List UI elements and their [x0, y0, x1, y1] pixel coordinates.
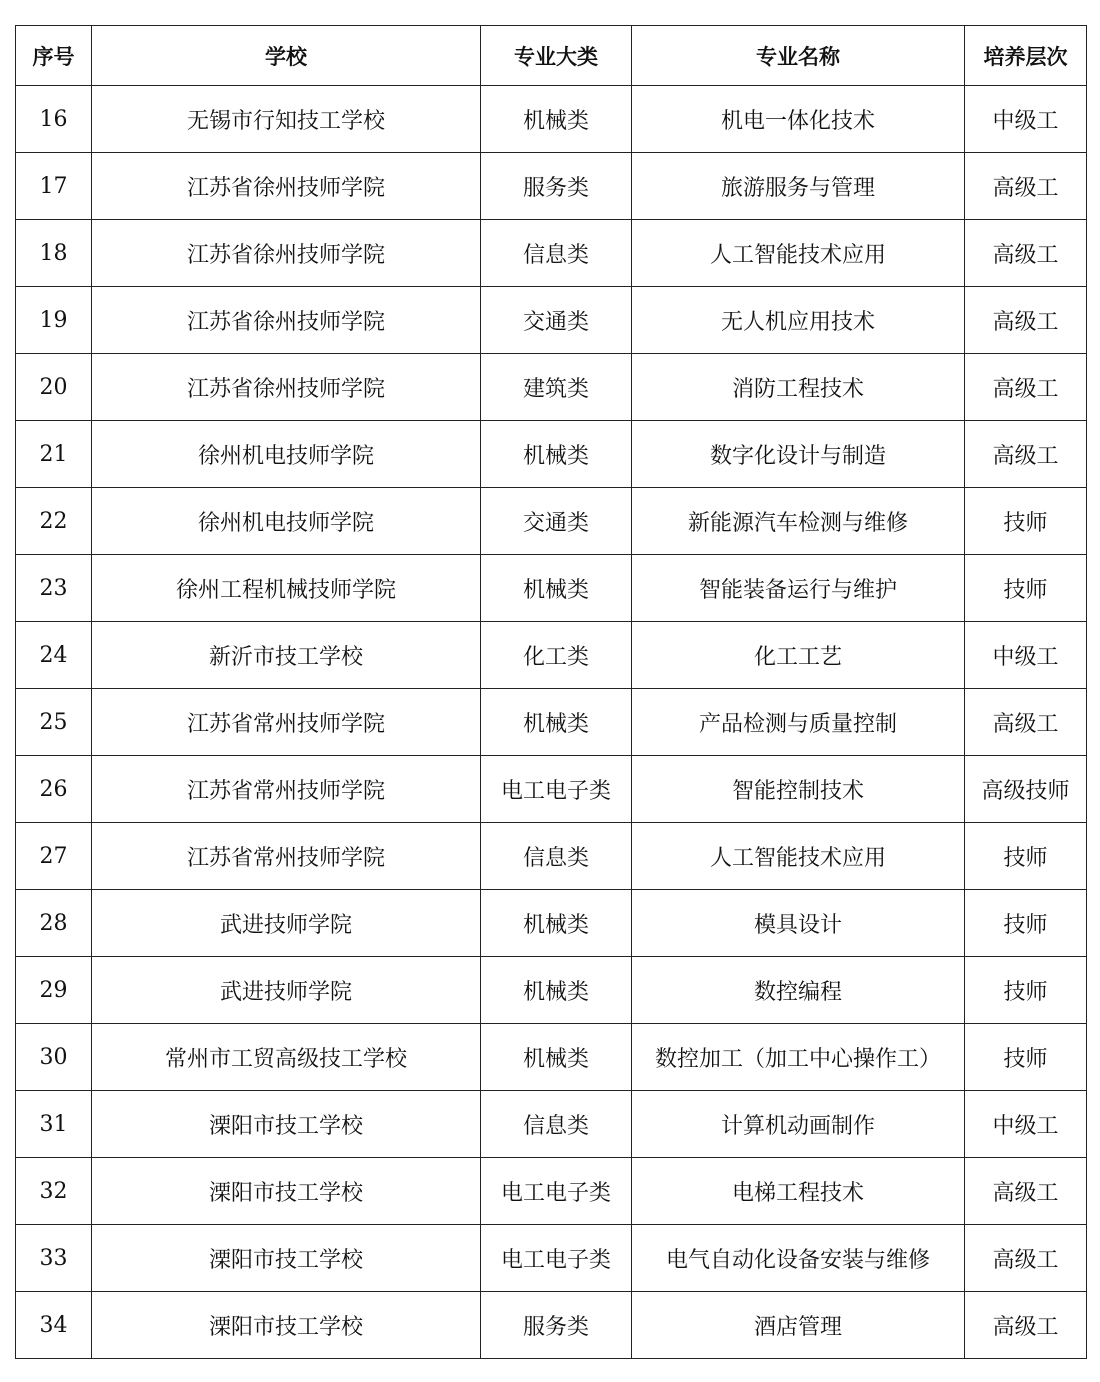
cell-major: 消防工程技术	[632, 354, 965, 421]
cell-school: 江苏省常州技师学院	[92, 823, 481, 890]
cell-category: 交通类	[481, 488, 632, 555]
table-row	[16, 1225, 1087, 1292]
header-index: 序号	[16, 26, 92, 86]
table-row	[16, 421, 1087, 488]
majors-table	[15, 25, 1087, 1359]
cell-level: 高级工	[965, 689, 1087, 756]
cell-school: 江苏省徐州技师学院	[92, 153, 481, 220]
cell-level: 技师	[965, 488, 1087, 555]
cell-index: 25	[16, 689, 92, 756]
cell-school: 江苏省常州技师学院	[92, 756, 481, 823]
cell-level: 高级工	[965, 287, 1087, 354]
table-row	[16, 287, 1087, 354]
cell-major: 计算机动画制作	[632, 1091, 965, 1158]
cell-index: 18	[16, 220, 92, 287]
cell-major: 数控编程	[632, 957, 965, 1024]
cell-category: 机械类	[481, 421, 632, 488]
cell-category: 机械类	[481, 555, 632, 622]
table-body	[16, 86, 1087, 1359]
cell-index: 32	[16, 1158, 92, 1225]
cell-major: 旅游服务与管理	[632, 153, 965, 220]
cell-major: 化工工艺	[632, 622, 965, 689]
cell-category: 信息类	[481, 823, 632, 890]
cell-school: 江苏省常州技师学院	[92, 689, 481, 756]
cell-category: 信息类	[481, 220, 632, 287]
cell-level: 高级工	[965, 421, 1087, 488]
cell-major: 数字化设计与制造	[632, 421, 965, 488]
cell-category: 电工电子类	[481, 1225, 632, 1292]
cell-index: 20	[16, 354, 92, 421]
cell-level: 技师	[965, 823, 1087, 890]
cell-major: 产品检测与质量控制	[632, 689, 965, 756]
cell-school: 溧阳市技工学校	[92, 1158, 481, 1225]
cell-category: 服务类	[481, 1292, 632, 1359]
header-category: 专业大类	[481, 26, 632, 86]
cell-school: 无锡市行知技工学校	[92, 86, 481, 153]
cell-category: 机械类	[481, 957, 632, 1024]
cell-major: 电梯工程技术	[632, 1158, 965, 1225]
cell-major: 无人机应用技术	[632, 287, 965, 354]
cell-major: 酒店管理	[632, 1292, 965, 1359]
cell-school: 江苏省徐州技师学院	[92, 220, 481, 287]
cell-index: 22	[16, 488, 92, 555]
cell-level: 高级工	[965, 354, 1087, 421]
cell-level: 技师	[965, 957, 1087, 1024]
cell-school: 武进技师学院	[92, 957, 481, 1024]
cell-major: 电气自动化设备安装与维修	[632, 1225, 965, 1292]
cell-index: 29	[16, 957, 92, 1024]
cell-index: 27	[16, 823, 92, 890]
cell-level: 技师	[965, 555, 1087, 622]
table-row	[16, 555, 1087, 622]
table-row	[16, 622, 1087, 689]
table-row	[16, 220, 1087, 287]
cell-level: 技师	[965, 1024, 1087, 1091]
cell-category: 建筑类	[481, 354, 632, 421]
cell-index: 30	[16, 1024, 92, 1091]
cell-index: 16	[16, 86, 92, 153]
cell-major: 人工智能技术应用	[632, 823, 965, 890]
cell-category: 电工电子类	[481, 1158, 632, 1225]
cell-category: 机械类	[481, 890, 632, 957]
table-row	[16, 756, 1087, 823]
table-row	[16, 488, 1087, 555]
cell-level: 中级工	[965, 622, 1087, 689]
cell-index: 17	[16, 153, 92, 220]
cell-level: 中级工	[965, 1091, 1087, 1158]
cell-level: 高级工	[965, 1158, 1087, 1225]
cell-category: 信息类	[481, 1091, 632, 1158]
header-row	[16, 26, 1087, 86]
cell-major: 智能装备运行与维护	[632, 555, 965, 622]
table-row	[16, 86, 1087, 153]
table-row	[16, 153, 1087, 220]
cell-level: 技师	[965, 890, 1087, 957]
cell-level: 高级工	[965, 220, 1087, 287]
cell-category: 机械类	[481, 86, 632, 153]
cell-school: 武进技师学院	[92, 890, 481, 957]
cell-index: 19	[16, 287, 92, 354]
cell-major: 新能源汽车检测与维修	[632, 488, 965, 555]
table-row	[16, 890, 1087, 957]
cell-index: 31	[16, 1091, 92, 1158]
cell-category: 电工电子类	[481, 756, 632, 823]
table-row	[16, 823, 1087, 890]
cell-index: 34	[16, 1292, 92, 1359]
cell-school: 徐州机电技师学院	[92, 421, 481, 488]
cell-index: 21	[16, 421, 92, 488]
cell-category: 交通类	[481, 287, 632, 354]
cell-school: 徐州工程机械技师学院	[92, 555, 481, 622]
table-row	[16, 1091, 1087, 1158]
cell-level: 高级工	[965, 1225, 1087, 1292]
cell-school: 溧阳市技工学校	[92, 1091, 481, 1158]
header-level: 培养层次	[965, 26, 1087, 86]
table-header	[16, 26, 1087, 86]
cell-category: 化工类	[481, 622, 632, 689]
cell-index: 28	[16, 890, 92, 957]
header-school: 学校	[92, 26, 481, 86]
cell-level: 高级工	[965, 1292, 1087, 1359]
cell-category: 机械类	[481, 1024, 632, 1091]
table-row	[16, 354, 1087, 421]
cell-level: 中级工	[965, 86, 1087, 153]
cell-major: 数控加工（加工中心操作工）	[632, 1024, 965, 1091]
cell-major: 机电一体化技术	[632, 86, 965, 153]
cell-school: 新沂市技工学校	[92, 622, 481, 689]
cell-school: 常州市工贸高级技工学校	[92, 1024, 481, 1091]
cell-index: 26	[16, 756, 92, 823]
cell-major: 模具设计	[632, 890, 965, 957]
cell-level: 高级工	[965, 153, 1087, 220]
cell-school: 江苏省徐州技师学院	[92, 287, 481, 354]
table-row	[16, 1024, 1087, 1091]
table-row	[16, 957, 1087, 1024]
cell-school: 江苏省徐州技师学院	[92, 354, 481, 421]
cell-school: 徐州机电技师学院	[92, 488, 481, 555]
cell-major: 人工智能技术应用	[632, 220, 965, 287]
cell-category: 服务类	[481, 153, 632, 220]
cell-index: 23	[16, 555, 92, 622]
cell-index: 33	[16, 1225, 92, 1292]
cell-level: 高级技师	[965, 756, 1087, 823]
cell-school: 溧阳市技工学校	[92, 1225, 481, 1292]
table-row	[16, 1158, 1087, 1225]
cell-school: 溧阳市技工学校	[92, 1292, 481, 1359]
table-row	[16, 1292, 1087, 1359]
table-row	[16, 689, 1087, 756]
cell-major: 智能控制技术	[632, 756, 965, 823]
cell-index: 24	[16, 622, 92, 689]
header-major: 专业名称	[632, 26, 965, 86]
cell-category: 机械类	[481, 689, 632, 756]
